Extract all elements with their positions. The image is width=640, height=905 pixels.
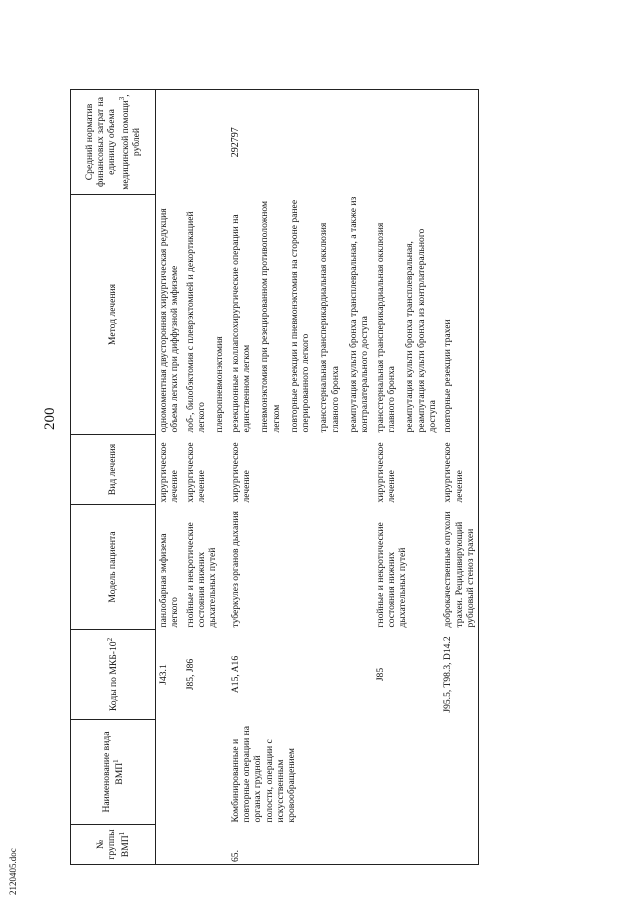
cell-norm [373,90,441,195]
table-row [373,90,441,865]
cell-group: 65. [228,825,373,865]
document-code: 2120405.doc [8,848,18,895]
cell-norm [156,90,183,195]
cell-methods [156,195,183,435]
table-row [183,90,228,865]
method-item: повторные резекции и пневмонэктомия на стороне ранее оперированного легкого [288,199,312,433]
method-item: реампутация культи бронха трансплевральная, а также из контралатерального доступа [348,196,371,433]
cell-norm [183,90,228,195]
method-item: пневмонэктомия при резецированном противоположном легком [259,200,282,433]
method-item: лоб-, билобэктомия с плеврэктомией и декортикацией легкого [184,211,207,433]
cell-type: хирургическое лечение [229,442,252,503]
cell-icd: J43.1 [158,664,169,685]
cell-icd: A15, A16 [229,655,241,694]
cell-type: хирургическое лечение [374,442,397,503]
cell-vmp-name: Комбинированные и повторные операции на органах грудной полости, операции с искусственным кровообращением [229,725,298,823]
cell-vmp-name [183,720,228,825]
header-vmp-name: Наименование вида ВМП$^1$ [71,720,156,825]
method-item: плевропневмонэктомия [214,336,226,433]
page-number: 200 [42,407,58,430]
method-item: трансстернальная трансперикардиальная окклюзия главного бронха [374,222,397,433]
cell-icd: J85 [374,667,386,682]
cell-norm: 292797 [228,90,373,195]
cell-group [440,825,478,865]
table-row [440,90,478,865]
rotated-page-content [70,90,590,865]
method-item: резекционные и коллапсохирургические операции на единственном легком [229,214,252,433]
cell-methods [373,195,441,435]
table-row [156,90,183,865]
cell-type: хирургическое лечение [184,442,207,503]
method-item: повторные резекции трахеи [442,319,454,433]
method-item: трансстернальная трансперикардиальная окклюзия главного бронха [318,222,341,433]
table-row [228,90,373,865]
cell-group [373,825,441,865]
method-item: реампутация культи бронха трансплевральная, реампутация культи бронха из контрлатерального доступа [404,228,438,433]
cell-vmp-name [373,720,441,825]
header-treatment-method: Метод лечения [71,195,156,435]
header-treatment-type: Вид лечения [71,435,156,505]
cell-group [183,825,228,865]
cell-type: хирургическое лечение [158,442,181,503]
header-icd-codes: Коды по МКБ-$10^2$ [71,630,156,720]
table-header-row [71,90,156,865]
cell-model: туберкулез органов дыхания [229,511,241,628]
cell-norm [440,90,478,195]
cell-icd: J85, J86 [184,658,196,691]
cell-model: панлобарная эмфизема легкого [158,533,181,628]
header-cost-norm: Средний норматив финансовых затрат на единицу объема медицинской помощи$^3$, рублей [71,90,156,195]
cell-model: гнойные и некротические состояния нижних дыхательных путей [184,522,219,628]
cell-group [156,825,183,865]
header-patient-model: Модель пациента [71,505,156,630]
cell-type: хирургическое лечение [440,435,478,505]
header-group-number: № группы ВМП$^1$ [71,825,156,865]
cell-model: гнойные и некротические состояния нижних дыхательных путей [374,522,409,628]
cell-vmp-name [156,720,183,825]
cell-icd: J95.5, T98.3, D14.2 [440,630,478,720]
vmp-table [70,89,479,865]
cell-methods [228,195,373,435]
cell-model: доброкачественные опухоли трахеи. Рецидивирующий рубцовый стеноз трахеи [440,505,478,630]
cell-methods [183,195,228,435]
cell-vmp-name [440,720,478,825]
method-item: одномоментная двусторонняя хирургическая редукция объема легких при диффузной эмфиземе [158,208,181,433]
cell-methods [440,195,478,435]
